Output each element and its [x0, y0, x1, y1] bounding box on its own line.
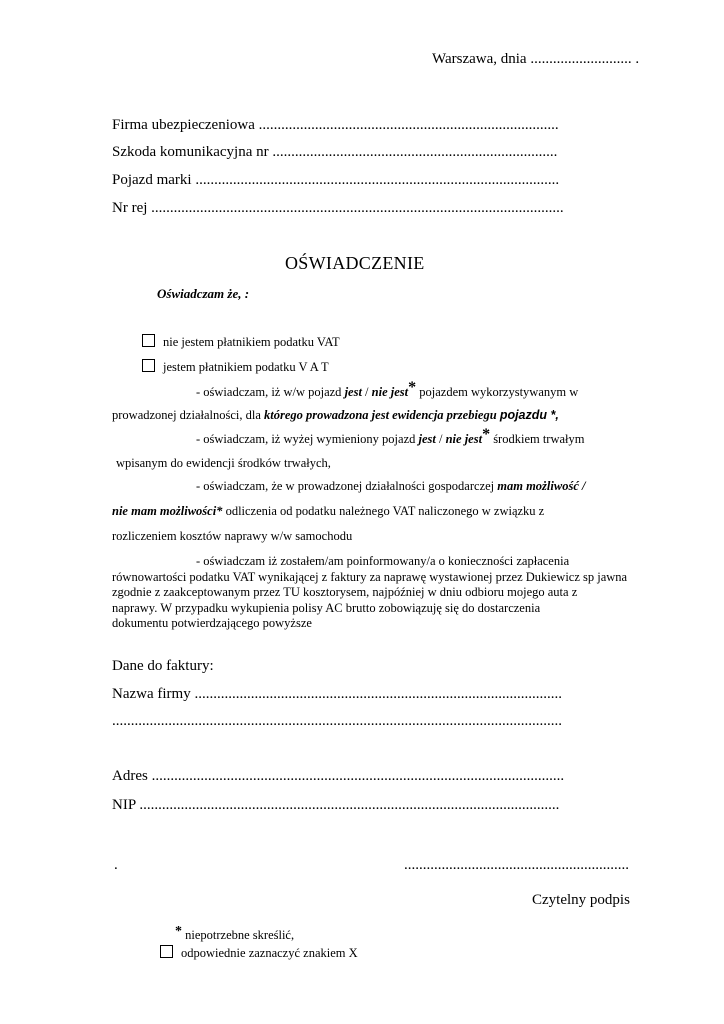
text: mam możliwość /	[497, 479, 586, 493]
option-not-vat-payer	[142, 334, 340, 350]
text: nie jest	[445, 432, 483, 446]
text: /	[435, 432, 446, 446]
text: środkiem trwałym	[490, 432, 585, 446]
intro-statement: Oświadczam że, :	[157, 286, 250, 301]
declaration-2-line-2: wpisanym do ewidencji środków trwałych,	[116, 456, 331, 470]
asterisk: *	[175, 924, 182, 939]
declaration-1-line-2	[112, 408, 559, 423]
text: niepotrzebne skreślić,	[182, 928, 295, 942]
insurance-company-field: Firma ubezpieczeniowa ................................................................................	[112, 117, 559, 133]
text: pojazdem wykorzystywanym w	[416, 385, 579, 399]
nip-field: NIP ................................................................................................................	[112, 797, 560, 813]
text: pojazdu *,	[499, 408, 559, 422]
left-dot: .	[114, 857, 118, 873]
asterisk: *	[408, 379, 417, 396]
footnote-strike	[175, 924, 295, 944]
declaration-4-line-5: dokumentu potwierdzającego powyższe	[112, 616, 312, 630]
option-vat-payer	[142, 359, 329, 375]
declaration-1-line-1	[196, 379, 579, 401]
asterisk: *	[482, 426, 491, 443]
signature-line: ............................................................	[404, 857, 629, 873]
declaration-2-line-1	[196, 426, 585, 448]
declaration-4-line-1: - oświadczam iż zostałem/am poinformowany/a o konieczności zapłacenia	[196, 554, 570, 568]
declaration-3-line-3: rozliczeniem kosztów naprawy w/w samochodu	[112, 529, 353, 543]
checkbox-icon[interactable]	[142, 359, 155, 372]
text: nie jest	[371, 385, 409, 399]
text: /	[361, 385, 372, 399]
text: odliczenia od podatku należnego VAT naliczonego w związku z	[222, 504, 545, 518]
checkbox-icon	[160, 945, 173, 958]
footnote-mark	[160, 945, 358, 961]
place-date: Warszawa, dnia ........................... .	[432, 51, 640, 67]
registration-field: Nr rej ..............................................................................................................	[112, 200, 564, 216]
address-field: Adres ..............................................................................................................	[112, 768, 565, 784]
company-name-continuation: ........................................................................................................................	[112, 713, 562, 729]
text: odpowiednie zaznaczyć znakiem X	[181, 946, 358, 960]
text: - oświadczam, że w prowadzonej działalności gospodarczej	[196, 479, 498, 493]
text: nie mam możliwości*	[112, 504, 223, 518]
invoice-heading: Dane do faktury:	[112, 658, 214, 674]
declaration-3-line-1	[196, 479, 585, 494]
checkbox-icon[interactable]	[142, 334, 155, 347]
claim-number-field: Szkoda komunikacyjna nr ............................................................................	[112, 144, 558, 160]
declaration-3-line-2	[112, 504, 544, 519]
vehicle-make-field: Pojazd marki .................................................................................................	[112, 172, 560, 188]
text: - oświadczam, iż w/w pojazd	[196, 385, 345, 399]
declaration-4-line-4: naprawy. W przypadku wykupienia polisy AC brutto zobowiązuję się do dostarczenia	[112, 601, 541, 615]
text: jest	[418, 432, 436, 446]
option-label: jestem płatnikiem podatku V A T	[163, 360, 329, 374]
text: prowadzonej działalności, dla	[112, 408, 265, 422]
signature-label: Czytelny podpis	[532, 892, 630, 908]
text: - oświadczam, iż wyżej wymieniony pojazd	[196, 432, 419, 446]
option-label: nie jestem płatnikiem podatku VAT	[163, 335, 340, 349]
text: którego prowadzona jest ewidencja przebiegu	[264, 408, 500, 422]
declaration-4-line-3: zgodnie z zaakceptowanym przez TU kosztorysem, najpóźniej w dniu odbioru mojego auta z	[112, 585, 578, 599]
declaration-4-line-2: równowartości podatku VAT wynikającej z faktury za naprawę wystawionej przez Dukiewicz sp jawna	[112, 570, 628, 584]
document-title: OŚWIADCZENIE	[285, 253, 425, 273]
company-name-field: Nazwa firmy ..................................................................................................	[112, 686, 562, 702]
text: jest	[344, 385, 362, 399]
